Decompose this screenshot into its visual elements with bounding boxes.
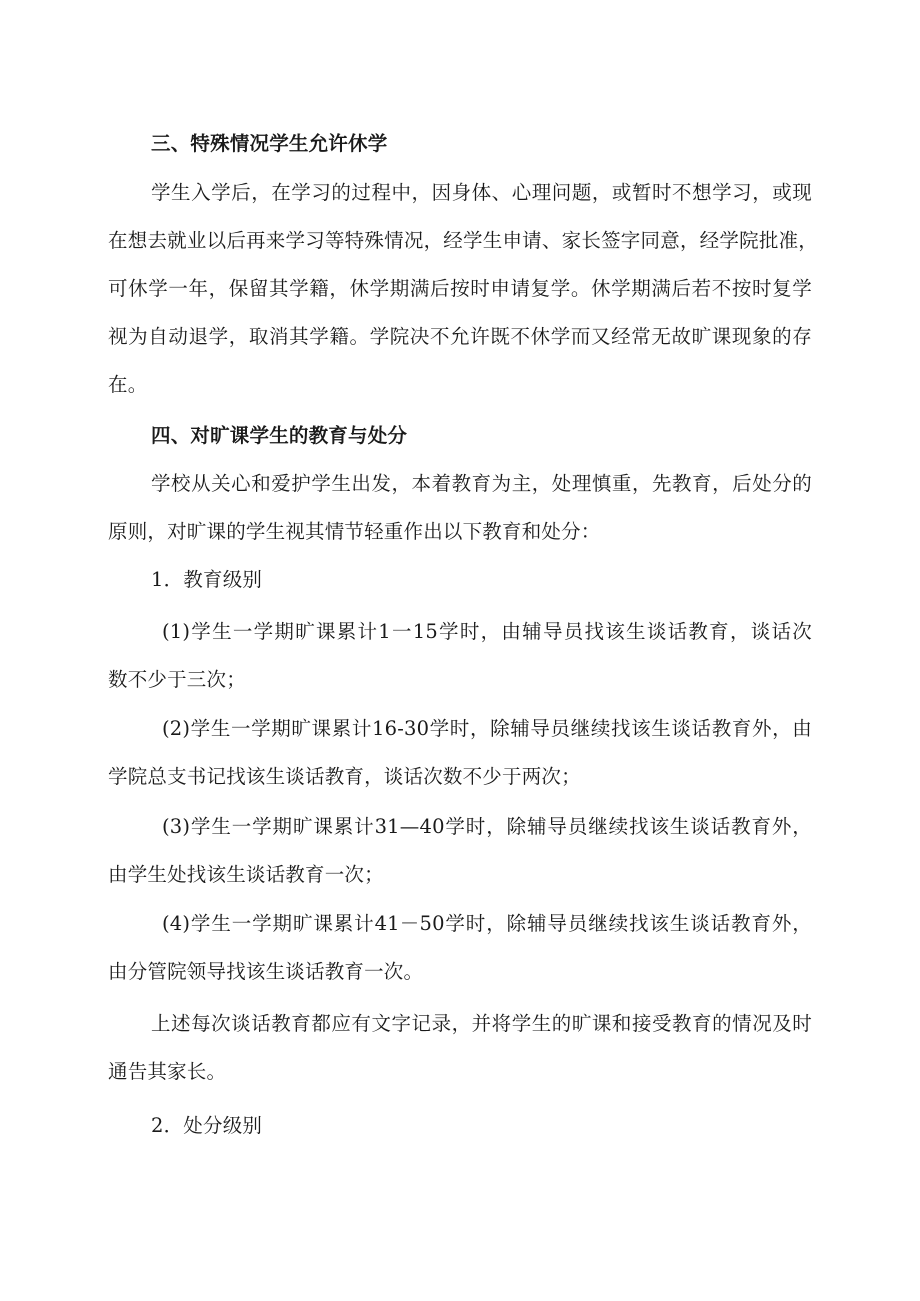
subsection-1-title: 1．教育级别 — [151, 568, 263, 591]
section-4-heading: 四、对旷课学生的教育与处分 — [151, 424, 408, 447]
section-3-paragraph-line-5: 在。 — [108, 373, 148, 396]
section-3-paragraph-line-1: 学生入学后，在学习的过程中，因身体、心理问题，或暂时不想学习，或现 — [151, 181, 812, 204]
section-3-paragraph-line-4: 视为自动退学，取消其学籍。学院决不允许既不休学而又经常无故旷课现象的存 — [108, 325, 812, 348]
section-3-heading: 三、特殊情况学生允许休学 — [151, 132, 388, 155]
section-4-intro-line-1: 学校从关心和爱护学生出发，本着教育为主，处理慎重，先教育，后处分的 — [151, 472, 812, 495]
education-item-2-line-1: (2)学生一学期旷课累计16-30学时，除辅导员继续找该生谈话教育外，由 — [162, 717, 812, 740]
education-item-4-line-1: (4)学生一学期旷课累计41－50学时，除辅导员继续找该生谈话教育外， — [162, 912, 812, 935]
section-3-paragraph-line-2: 在想去就业以后再来学习等特殊情况，经学生申请、家长签字同意，经学院批准， — [108, 229, 818, 252]
section-4-intro-line-2: 原则，对旷课的学生视其情节轻重作出以下教育和处分： — [108, 520, 601, 543]
subsection-2-title: 2．处分级别 — [151, 1114, 263, 1137]
record-paragraph-line-2: 通告其家长。 — [108, 1060, 227, 1083]
education-item-3-line-1: (3)学生一学期旷课累计31—40学时，除辅导员继续找该生谈话教育外， — [162, 815, 812, 838]
education-item-1-line-2: 数不少于三次； — [108, 668, 246, 691]
education-item-1-line-1: (1)学生一学期旷课累计1一15学时，由辅导员找该生谈话教育，谈话次 — [162, 620, 812, 643]
education-item-4-line-2: 由分管院领导找该生谈话教育一次。 — [108, 960, 424, 983]
education-item-3-line-2: 由学生处找该生谈话教育一次； — [108, 863, 384, 886]
record-paragraph-line-1: 上述每次谈话教育都应有文字记录，并将学生的旷课和接受教育的情况及时 — [151, 1012, 812, 1035]
section-3-paragraph-line-3: 可休学一年，保留其学籍，休学期满后按时申请复学。休学期满后若不按时复学 — [108, 277, 812, 300]
education-item-2-line-2: 学院总支书记找该生谈话教育，谈话次数不少于两次； — [108, 765, 581, 788]
